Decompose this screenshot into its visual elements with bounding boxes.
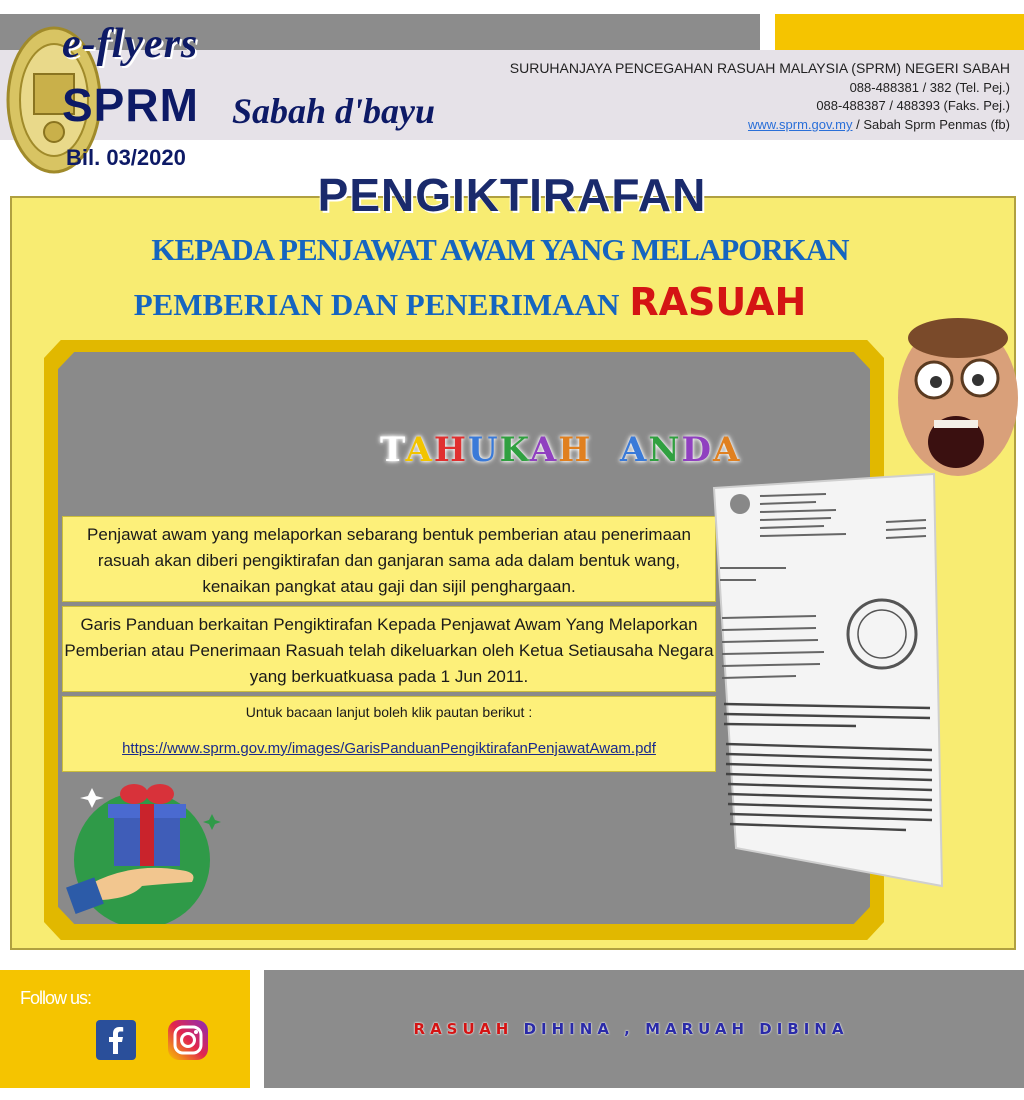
website-link[interactable]: www.sprm.gov.my <box>747 117 853 132</box>
web-contact <box>748 117 1010 132</box>
gift-hand-icon <box>62 774 262 924</box>
header-yellow-bar <box>775 14 1024 50</box>
circular-document-image <box>706 468 946 898</box>
heading-letter: K <box>499 430 530 470</box>
shocked-face-image <box>884 316 1024 486</box>
heading-letter: N <box>648 430 682 470</box>
heading-letter: A <box>712 430 742 470</box>
info-box-link <box>62 696 716 772</box>
heading-letter: A <box>620 430 649 470</box>
logo-sprm: SPRM <box>62 79 199 131</box>
heading-letter: A <box>529 430 559 470</box>
tahukah-word <box>380 430 592 470</box>
page-title: PENGIKTIRAFAN <box>317 169 707 221</box>
heading-letter: T <box>380 430 406 470</box>
heading-letter: A <box>405 430 434 470</box>
heading-letter: H <box>433 430 468 470</box>
slogan-rest: DIHINA , MARUAH DIBINA <box>523 1020 849 1038</box>
footer-slogan <box>264 1020 998 1038</box>
info-box-reward: Penjawat awam yang melaporkan sebarang bentuk pemberian atau penerimaan rasuah akan diberi pengiktirafan dan ganjaran sama ada dalam bentuk wang, kenaikan pangkat atau gaji dan sijil penghargaan. <box>62 516 716 602</box>
heading-letter: U <box>467 430 500 470</box>
follow-us-label: Follow us: <box>20 988 92 1008</box>
office-fax: 088-488387 / 488393 (Faks. Pej.) <box>816 98 1010 113</box>
subtitle-line2-text: PEMBERIAN DAN PENERIMAAN <box>133 287 620 322</box>
subtitle-line2 <box>0 280 940 324</box>
logo-eflyers: e-flyers <box>62 21 199 67</box>
facebook-page-text: / Sabah Sprm Penmas (fb) <box>852 117 1010 132</box>
subtitle-line1: KEPADA PENJAWAT AWAM YANG MELAPORKAN <box>151 232 849 267</box>
heading-letter: H <box>558 430 593 470</box>
facebook-icon[interactable] <box>96 1020 136 1060</box>
tahukah-anda-heading <box>380 430 741 470</box>
instagram-icon[interactable] <box>166 1018 210 1062</box>
logo-tagline: Sabah d'bayu <box>232 91 436 131</box>
read-more-text: Untuk bacaan lanjut boleh klik pautan berikut : <box>245 704 533 720</box>
heading-letter: D <box>681 430 713 470</box>
org-name: SURUHANJAYA PENCEGAHAN RASUAH MALAYSIA (SPRM) NEGERI SABAH <box>509 60 1010 76</box>
issue-number: Bil. 03/2020 <box>66 145 186 170</box>
rasuah-highlight: RASUAH <box>629 280 807 324</box>
slogan-rasuah: RASUAH <box>413 1020 514 1038</box>
office-phone: 088-488381 / 382 (Tel. Pej.) <box>849 80 1010 95</box>
info-box-guideline: Garis Panduan berkaitan Pengiktirafan Kepada Penjawat Awam Yang Melaporkan Pemberian atau Penerimaan Rasuah telah dikeluarkan oleh Ketua Setiausaha Negara yang berkuatkuasa pada 1 Jun 2011. <box>62 606 716 692</box>
guideline-pdf-link[interactable]: https://www.sprm.gov.my/images/GarisPanduanPengiktirafanPenjawatAwam.pdf <box>122 740 656 757</box>
anda-word <box>620 430 741 470</box>
